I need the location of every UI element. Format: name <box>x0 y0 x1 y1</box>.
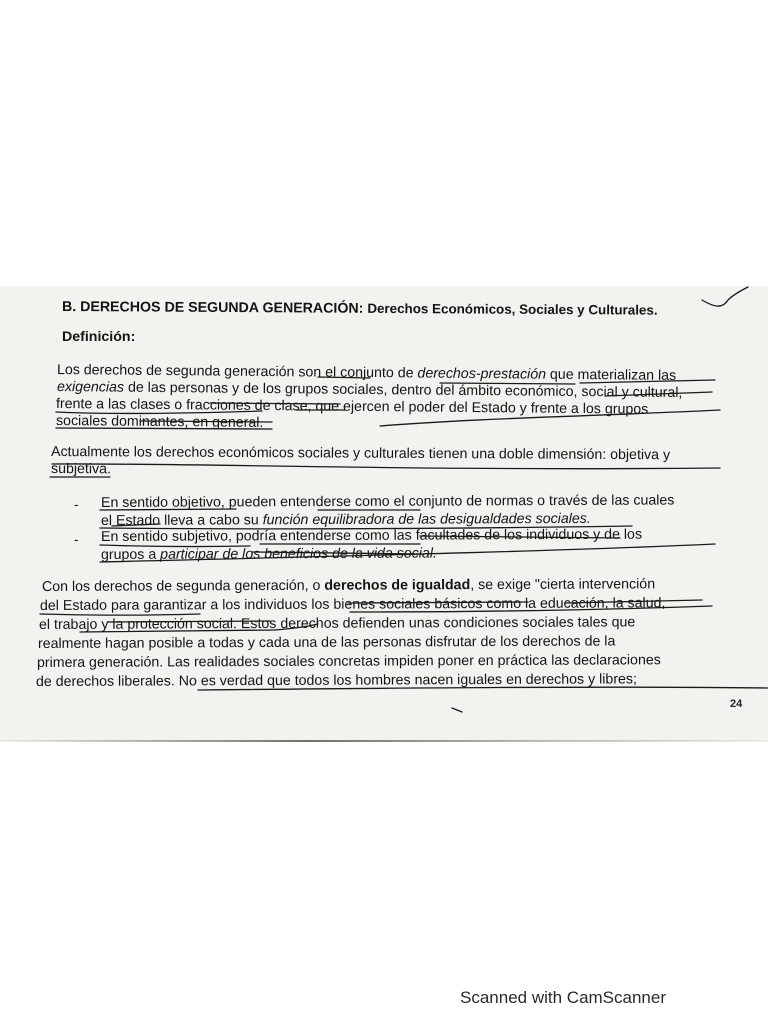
bullet1-line1: En sentido objetivo, pueden entenderse como el conjunto de normas o través de las cuales <box>100 492 675 511</box>
para1-line3: frente a las clases o fracciones de clase, que ejercen el poder del Estado y frente a los grupos <box>55 396 649 418</box>
para1-line4: sociales dominantes, en general. <box>55 413 264 431</box>
bullet1-line2-emphasis: función equilibradora de las desigualdades sociales. <box>262 510 591 529</box>
bullet2-line2-text: grupos a <box>100 546 161 563</box>
camscanner-watermark: Scanned with CamScanner <box>460 988 667 1007</box>
bullet2-line2-emphasis: participar de los beneficios de la vida social. <box>160 545 438 563</box>
bullet2-line2 <box>101 545 437 564</box>
bullet2-marker: - <box>74 531 79 547</box>
section-heading <box>62 298 658 320</box>
scan-edge-shadow <box>0 740 768 742</box>
para3-line1-text-a: Con los derechos de segunda generación, o <box>41 577 325 595</box>
para1-line1-emphasis: derechos-prestación <box>417 365 547 383</box>
para1-line2-emphasis: exigencias <box>56 379 125 396</box>
para3-line5: primera generación. Las realidades sociales concretas impiden poner en práctica las declaraciones <box>36 652 661 671</box>
section-heading-prefix: B. DERECHOS DE SEGUNDA GENERACIÓN: <box>61 299 364 317</box>
para3-line1-bold: derechos de igualdad <box>324 577 471 594</box>
para3-line1 <box>42 575 655 596</box>
para3-line6: de derechos liberales. No es verdad que todos los hombres nacen iguales en derechos y libres; <box>35 671 637 690</box>
bullet1-line2-text: el Estado lleva a cabo su <box>100 512 263 529</box>
para1-line1-text-c: que materializan las <box>545 366 677 384</box>
para2-line1: Actualmente los derechos económicos sociales y culturales tienen una doble dimensión: objetiva y <box>50 444 671 464</box>
bullet2-line1: En sentido subjetivo, podría entenderse como las facultades de los individuos y de los <box>100 526 643 545</box>
bullet1-marker: - <box>74 496 79 512</box>
page-number: 24 <box>730 698 743 710</box>
definition-label: Definición: <box>62 329 136 345</box>
para3-line1-text-c: , se exige "cierta intervención <box>470 576 656 594</box>
para3-line2: del Estado para garantizar a los individuos los bienes sociales básicos como la educación, la salud, <box>39 595 666 614</box>
para2-line2: subjetiva. <box>50 461 111 478</box>
para3-line3: el trabajo y la protección social. Estos derechos defienden unas condiciones sociales tales que <box>38 614 636 633</box>
para1-line2-text: de las personas y de los grupos sociales, dentro del ámbito económico, social y cultural, <box>123 379 683 402</box>
para1-line1-text-a: Los derechos de segunda generación son el conjunto de <box>56 362 418 382</box>
para3-line4: realmente hagan posible a todas y cada una de las personas disfrutar de los derechos de la <box>37 633 616 652</box>
section-heading-suffix: Derechos Económicos, Sociales y Culturales. <box>367 300 658 318</box>
